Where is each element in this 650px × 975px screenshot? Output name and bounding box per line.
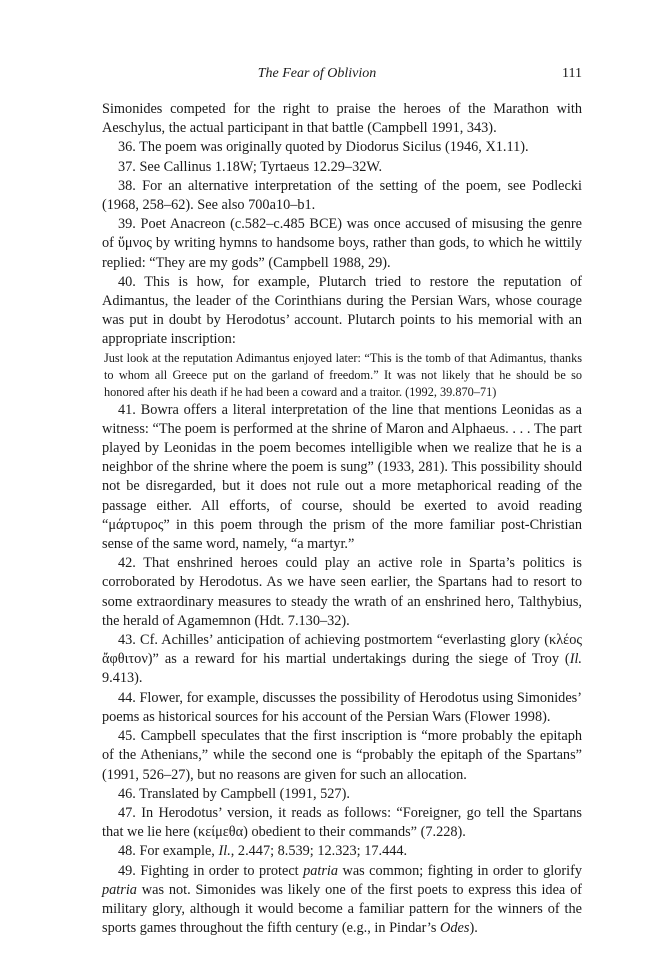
note-46: 46. Translated by Campbell (1991, 527). — [118, 785, 350, 802]
note-44: 44. Flower, for example, discusses the possibility of Herodotus using Simonides’ poems as historical sources for his account of the Persian Wars (Flower 1998). — [102, 689, 582, 725]
note-47: 47. In Herodotus’ version, it reads as follows: “Foreigner, go tell the Spartans that we lie here (κείμεθα) obedient to their commands” (7.228). — [102, 804, 582, 841]
odes-title: Odes — [440, 920, 470, 937]
patria-term: patria — [102, 881, 137, 898]
endnotes — [102, 100, 582, 938]
note-40: 40. This is how, for example, Plutarch tried to restore the reputation of Adimantus, the leader of the Corinthians during the Persian Wars, whose courage was put in doubt by Herodotus’ account. Plutarch points to his memorial with an appropriate inscription: — [102, 273, 582, 348]
note-37: 37. See Callinus 1.18W; Tyrtaeus 12.29–32W. — [118, 158, 383, 175]
book-page — [102, 0, 582, 975]
note-43: 43. Cf. Achilles’ anticipation of achieving postmortem “everlasting glory (κλέος ἄφθιτον)” as a reward for his martial undertakings during the siege of Troy (Il. 9.413). — [102, 632, 582, 687]
note-continuation: Simonides competed for the right to praise the heroes of the Marathon with Aeschylus, the actual participant in that battle (Campbell 1991, 343). — [102, 101, 582, 137]
note-42: 42. That enshrined heroes could play an active role in Sparta’s politics is corroborated by Herodotus. As we have seen earlier, the Spartans had to resort to some extraordinary measures to steady the wrath of an enshrined hero, Talthybius, the herald of Agamemnon (Hdt. 7.130–32). — [102, 555, 582, 629]
note-36: 36. The poem was originally quoted by Diodorus Sicilus (1946, X1.11). — [118, 139, 529, 156]
note-41: 41. Bowra offers a literal interpretation of the line that mentions Leonidas as a witness: “The poem is performed at the shrine of Maron and Alphaeus. . . . The part played by Leonidas in the poem becomes intelligible when we realize that he is a neighbor of the shrine where the poem is sung” (1933, 281). This possibility should not be disregarded, but it does not rule out a more metaphorical reading of the passage either. All efforts, of course, should be exerted to avoid reading “μάρτυρος” in this poem through the prism of the more familiar post-Christian sense of the same word, namely, “a martyr.” — [102, 401, 582, 553]
iliad-abbrev: Il. — [569, 651, 582, 668]
iliad-abbrev: Il. — [218, 843, 231, 860]
block-quote: Just look at the reputation Adimantus enjoyed later: “This is the tomb of that Adimantus, thanks to whom all Greece put on the garland of freedom.” It was not likely that he should be so honored after his death if he had been a coward and a traitor. (1992, 39.870–71) — [104, 350, 582, 399]
running-title: The Fear of Oblivion — [257, 66, 377, 81]
note-39: 39. Poet Anacreon (c.582–c.485 BCE) was once accused of misusing the genre of ὕμνος by writing hymns to handsome boys, rather than gods, to which he wittily replied: “They are my gods” (Campbell 1988, 29). — [102, 216, 582, 271]
note-45: 45. Campbell speculates that the first inscription is “more probably the epitaph of the Athenians,” while the second one is “probably the epitaph of the Spartans” (1991, 526–27), but no reasons are given for such an allocation. — [102, 728, 582, 783]
page-number: 111 — [562, 66, 582, 81]
note-49: 49. Fighting in order to protect patria was common; fighting in order to glorify patria was not. Simonides was likely one of the first poets to express this idea of military glory, although it would become a familiar pattern for the winners of the sports games throughout the fifth century (e.g., in Pindar’s Odes). — [102, 862, 582, 937]
running-header — [102, 66, 582, 88]
note-48: 48. For example, Il., 2.447; 8.539; 12.323; 17.444. — [118, 843, 408, 860]
note-38: 38. For an alternative interpretation of the setting of the poem, see Podlecki (1968, 258–62). See also 700a10–b1. — [102, 177, 582, 214]
patria-term: patria — [303, 862, 339, 879]
